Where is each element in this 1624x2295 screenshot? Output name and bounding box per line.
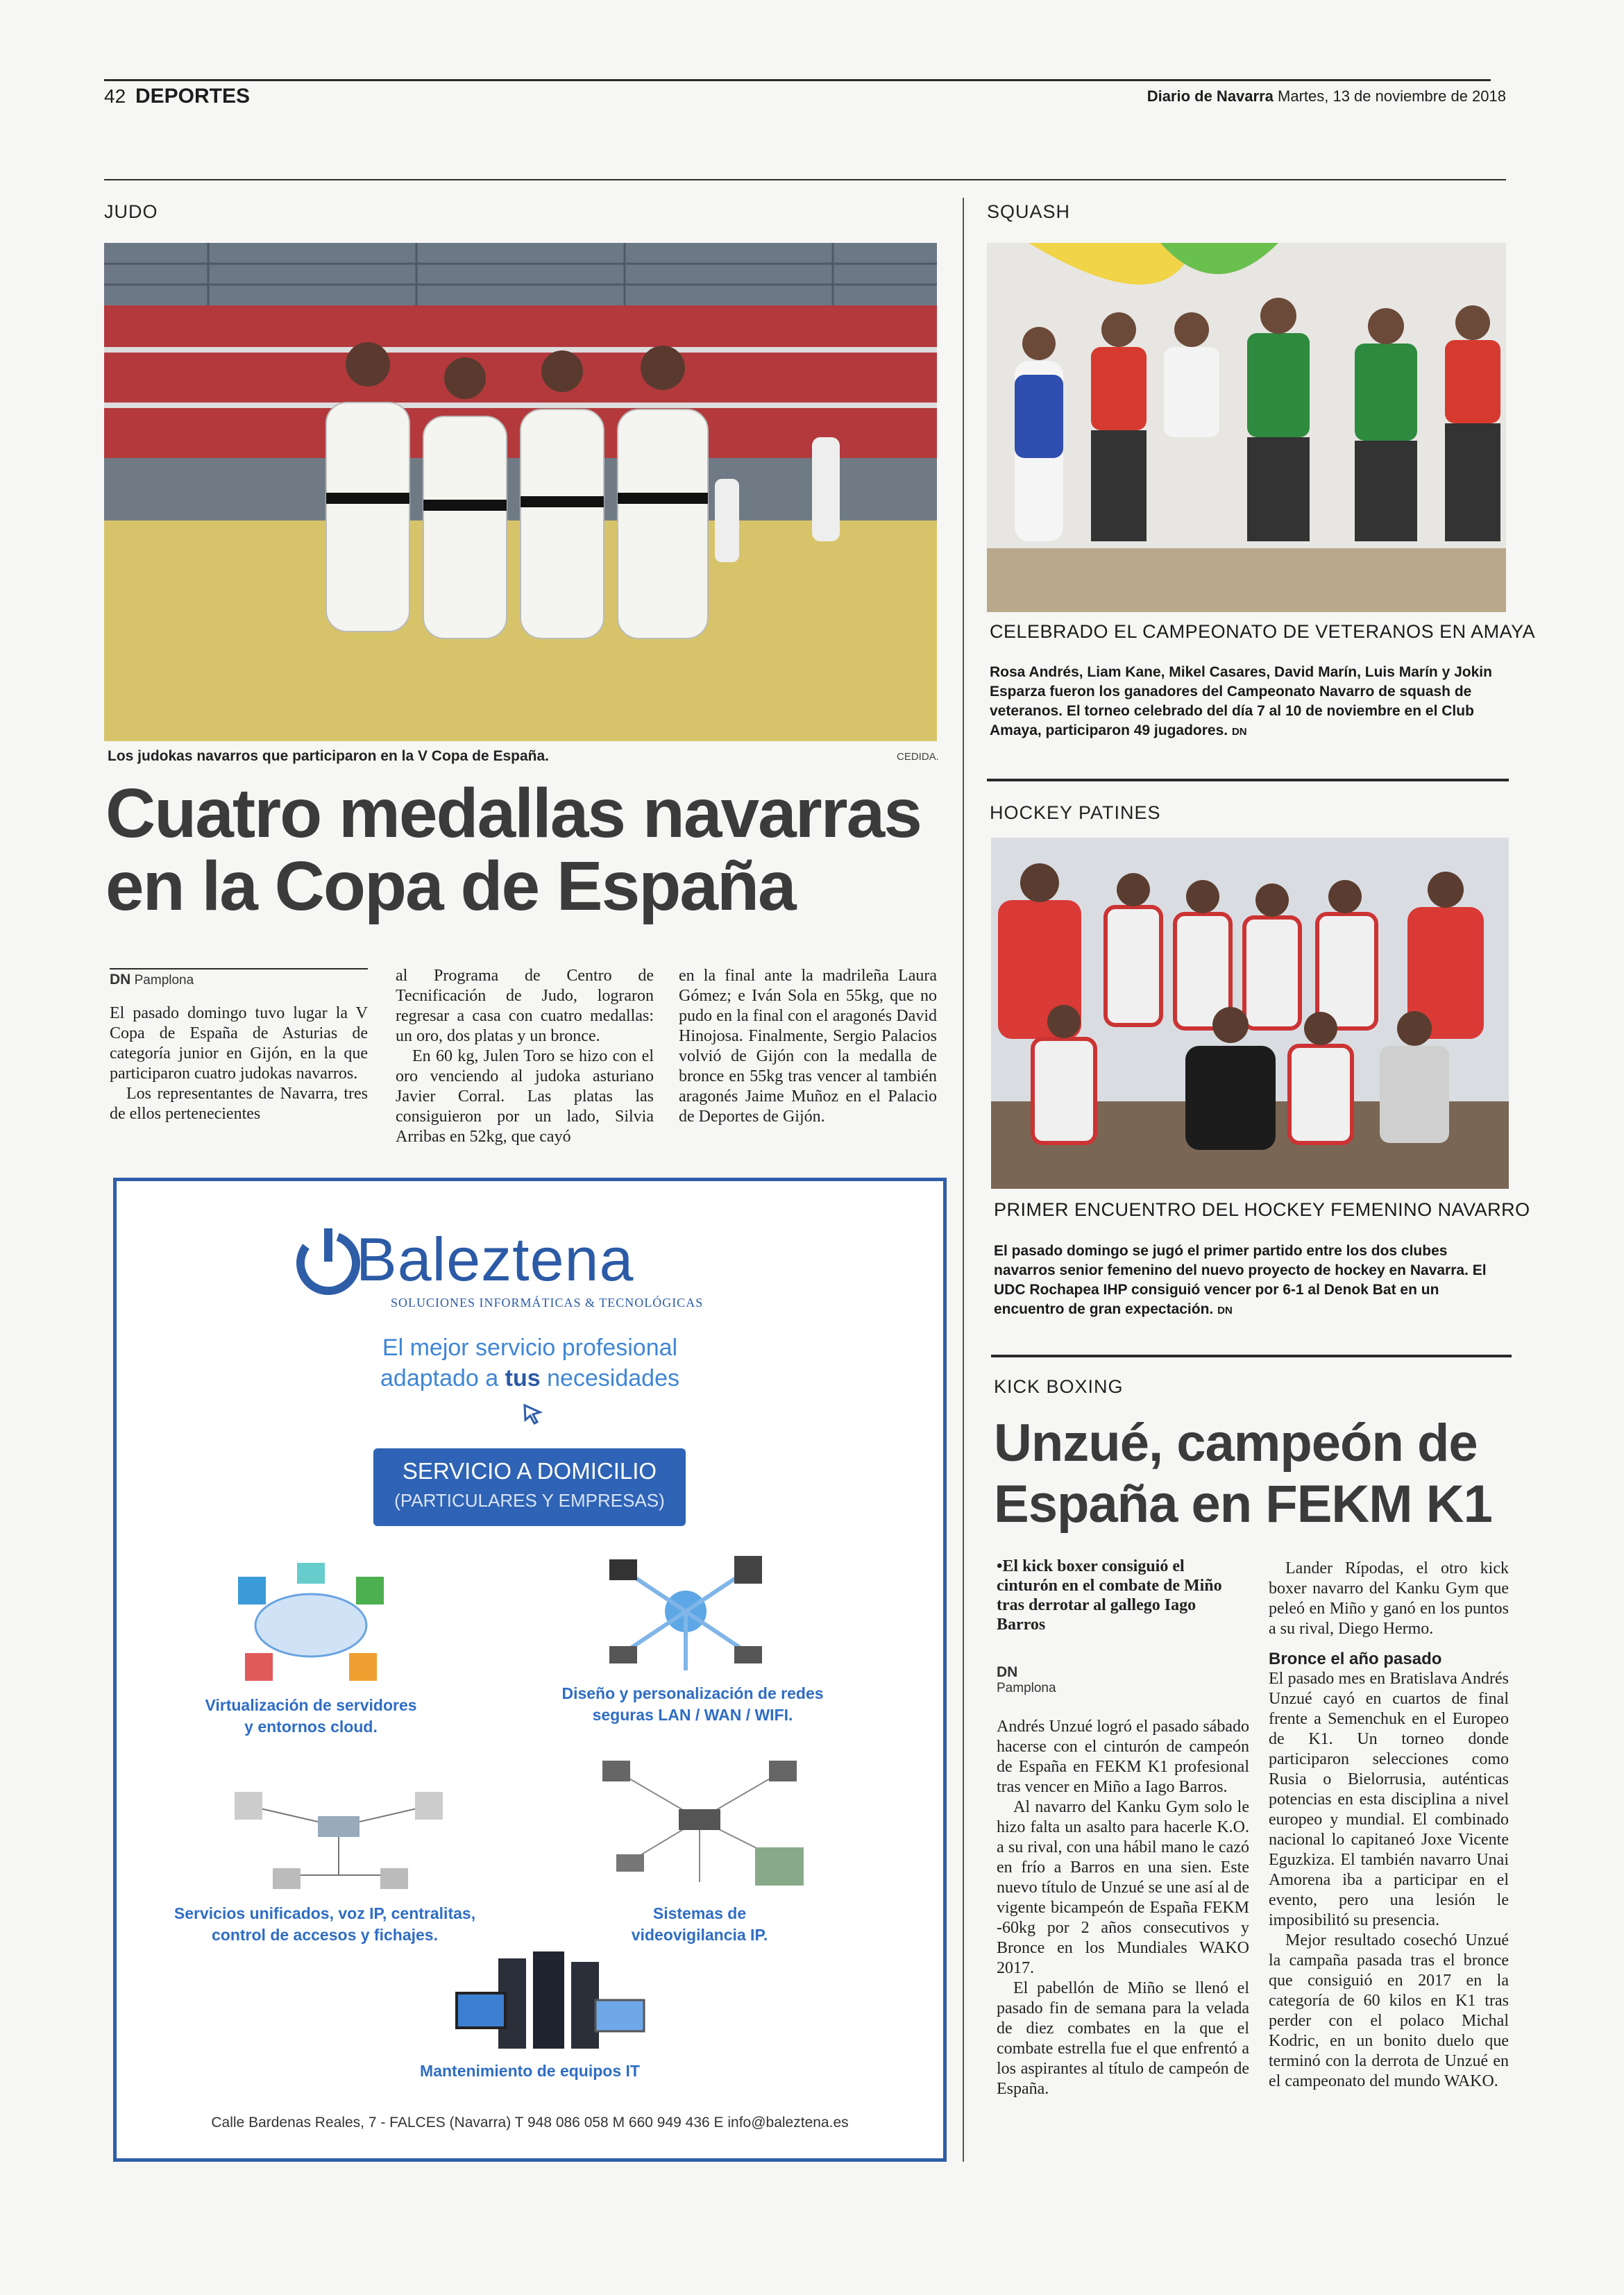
service-line: Mantenimiento de equipos IT xyxy=(420,2062,640,2080)
cloud-servers-icon xyxy=(231,1556,391,1695)
judo-paragraph: El pasado domingo tuvo lugar la V Copa de España de Asturias de categoría junior en Gijón, en la que participaron cuatro judokas navarros. xyxy=(110,1004,368,1083)
judo-byline-place: Pamplona xyxy=(134,973,194,988)
kickboxing-paragraph: Andrés Unzué logró el pasado sábado hacerse con el cinturón de campeón de España en FEKM K1 profesional tras vencer en Miño a Iago Barros. xyxy=(997,1718,1249,1796)
service-line: Virtualización de servidores xyxy=(205,1696,417,1714)
ad-contact-line: Calle Bardenas Reales, 7 - FALCES (Navarra) T 948 086 058 M 660 949 436 E info@baleztena.es xyxy=(211,2115,849,2131)
kickboxing-intro-paragraph: Lander Rípodas, el otro kick boxer navarro del Kanku Gym que peleó en Miño y ganó en los puntos a su rival, Diego Hermo. xyxy=(1269,1559,1509,1638)
page-header-right xyxy=(1147,87,1506,105)
judo-headline-line1: Cuatro medallas navarras xyxy=(105,774,921,852)
squash-photo xyxy=(987,243,1506,612)
judo-photo-caption: Los judokas navarros que participaron en la V Copa de España. xyxy=(108,748,550,764)
squash-blurb xyxy=(990,663,1503,742)
judo-photo-credit: CEDIDA. xyxy=(897,751,939,763)
judo-headline xyxy=(105,774,921,925)
hockey-blurb-text: El pasado domingo se jugó el primer partido entre los dos clubes navarros senior femenino del nuevo proyecto de hockey en Navarra. El UDC Rochapea IHP consiguió vencer por 6-1 al Denok Bat en un encuentro de gran expectación. xyxy=(994,1243,1487,1317)
kickboxing-byline-agency: DN xyxy=(997,1664,1018,1680)
kickboxing-paragraph: El pasado mes en Bratislava Andrés Unzué cayó en cuartos de final frente a Semenchuk en el Europeo de K1. Un torneo donde participaron selecciones como Rusia o Bielorrusia, auténticas potencias en esta disciplina a nivel europeo y mundial. El combinado nacional lo capitaneó Joxe Vicente Eguzkiza. El también navarro Unai Amorena iba a participar en el evento, pero una lesión le imposibilitó su presencia. xyxy=(1269,1670,1509,1929)
service-line: Diseño y personalización de redes xyxy=(561,1684,824,1702)
judo-paragraph: Los representantes de Navarra, tres de ellos pertenecientes xyxy=(110,1085,368,1123)
section-label-kickboxing: KICK BOXING xyxy=(994,1376,1124,1397)
power-logo-icon xyxy=(290,1223,366,1299)
service-line: control de accesos y fichajes. xyxy=(212,1926,438,1944)
service-line: y entornos cloud. xyxy=(244,1718,378,1736)
judo-column-1 xyxy=(110,1003,368,1124)
cursor-click-icon xyxy=(519,1400,547,1428)
section-rule xyxy=(104,179,1506,180)
home-service-subtitle: (PARTICULARES Y EMPRESAS) xyxy=(394,1490,665,1511)
kickboxing-byline xyxy=(997,1664,1056,1696)
hockey-blurb-tag: DN xyxy=(1217,1305,1233,1316)
service-line: Sistemas de xyxy=(652,1904,747,1922)
hockey-photo xyxy=(991,838,1509,1189)
judo-photo xyxy=(104,243,937,741)
squash-end-rule xyxy=(987,779,1509,781)
network-devices-icon xyxy=(602,1542,769,1681)
squash-blurb-text: Rosa Andrés, Liam Kane, Mikel Casares, David Marín, Luis Marín y Jokin Esparza fueron los ganadores del Campeonato Navarro de squash de veteranos. El torneo celebrado del día 7 al 10 de noviembre en el Club Amaya, participaron 49 jugadores. xyxy=(990,664,1492,738)
service-cctv-label xyxy=(595,1903,804,1946)
voip-network-icon xyxy=(221,1764,457,1903)
service-line: videovigilancia IP. xyxy=(631,1926,768,1944)
squash-kicker: CELEBRADO EL CAMPEONATO DE VETERANOS EN AMAYA xyxy=(990,621,1536,642)
kickboxing-headline xyxy=(994,1413,1492,1535)
hockey-kicker: PRIMER ENCUENTRO DEL HOCKEY FEMENINO NAVARRO xyxy=(994,1199,1530,1220)
judo-column-2 xyxy=(396,966,654,1147)
judo-paragraph: en la final ante la madrileña Laura Gómez; e Iván Sola en 55kg, que no pudo en la final con el aragonés David Hinojosa. Finalmente, Sergio Palacios volvió de Gijón con la medalla de bronce en 55kg tras vencer al también aragonés Jaime Muñoz en el Palacio de Deportes de Gijón. xyxy=(679,967,937,1126)
ad-slogan-bold: tus xyxy=(505,1365,541,1391)
judo-byline-agency: DN xyxy=(110,972,131,988)
service-virtualization-label xyxy=(186,1695,436,1738)
ad-slogan xyxy=(117,1332,943,1394)
ad-slogan-post: necesidades xyxy=(540,1365,679,1391)
column-divider xyxy=(963,198,964,2162)
home-service-title: SERVICIO A DOMICILIO xyxy=(402,1458,657,1484)
issue-date: Martes, 13 de noviembre de 2018 xyxy=(1278,87,1506,105)
judo-headline-line2: en la Copa de España xyxy=(105,847,795,925)
section-label-hockey: HOCKEY PATINES xyxy=(990,802,1161,823)
brand-name: Baleztena xyxy=(356,1225,634,1294)
kickboxing-paragraph: Mejor resultado cosechó Unzué la campaña pasada tras el bronce que consiguió en 2017 en la categoría de 60 kilos en K1 tras perder con el polaco Michal Kodric, en un bonito duelo que terminó con la derrota de Unzué en el campeonato del mundo WAKO. xyxy=(1269,1931,1509,2090)
ad-slogan-pre: adaptado a xyxy=(380,1365,505,1391)
kickboxing-deck-text: El kick boxer consiguió el cinturón en el combate de Miño tras derrotar al gallego Iago Barros xyxy=(997,1557,1222,1634)
bullet-dot-icon: • xyxy=(997,1557,1003,1575)
kickboxing-headline-line2: España en FEKM K1 xyxy=(994,1475,1492,1534)
kickboxing-deck xyxy=(997,1557,1233,1634)
hockey-blurb xyxy=(994,1242,1507,1321)
home-service-banner xyxy=(373,1448,686,1526)
section-name: DEPORTES xyxy=(135,85,250,108)
judo-column-3 xyxy=(679,966,937,1127)
ad-slogan-line1: El mejor servicio profesional xyxy=(382,1335,678,1361)
kickboxing-column-2 xyxy=(1269,1559,1509,2092)
brand-tagline: SOLUCIONES INFORMÁTICAS & TECNOLÓGICAS xyxy=(391,1296,704,1310)
kickboxing-column-1 xyxy=(997,1717,1249,2099)
judo-byline xyxy=(110,972,194,988)
kickboxing-headline-line1: Unzué, campeón de xyxy=(994,1414,1478,1473)
service-maintenance-label xyxy=(117,2060,943,2082)
hockey-end-rule xyxy=(991,1355,1512,1357)
kickboxing-subhead: Bronce el año pasado xyxy=(1269,1650,1442,1668)
service-voip-label xyxy=(165,1903,484,1946)
service-networks-label xyxy=(540,1683,845,1726)
section-label-judo: JUDO xyxy=(104,201,158,222)
it-equipment-icon xyxy=(443,1951,651,2056)
page-number: 42 xyxy=(104,85,126,107)
header-top-rule xyxy=(104,79,1491,81)
newspaper-name: Diario de Navarra xyxy=(1147,87,1274,105)
squash-blurb-tag: DN xyxy=(1231,726,1247,738)
judo-paragraph: En 60 kg, Julen Toro se hizo con el oro venciendo al judoka asturiano Javier Corral. Las platas las consiguieron por un lado, Silvia Arribas en 52kg, que cayó xyxy=(396,1047,654,1146)
kickboxing-paragraph: Al navarro del Kanku Gym solo le hizo falta un asalto para hacerle K.O. a su rival, con una hábil mano le cazó en frío a Barros en una sien. Este nuevo título de Unzué se une así al de vigente bicampeón de España FEKM -60kg por 2 años consecutivos y Bronce en los Mundiales WAKO 2017. xyxy=(997,1798,1249,1977)
baleztena-advertisement xyxy=(113,1178,947,2162)
kickboxing-byline-place: Pamplona xyxy=(997,1681,1056,1695)
judo-paragraph: al Programa de Centro de Tecnificación de Judo, lograron regresar a casa con cuatro medallas: un oro, dos platas y un bronce. xyxy=(396,967,654,1045)
judo-byline-rule xyxy=(110,968,368,969)
service-line: Servicios unificados, voz IP, centralitas, xyxy=(174,1904,476,1922)
ad-slogan-line2 xyxy=(117,1363,943,1394)
service-line: seguras LAN / WAN / WIFI. xyxy=(592,1706,793,1724)
kickboxing-paragraph: El pabellón de Miño se llenó el pasado fin de semana para la velada de diez combates en la que el combate estrella fue el que enfrentó a los aspirantes al título de campeón de España. xyxy=(997,1979,1249,2098)
cctv-network-icon xyxy=(589,1743,811,1903)
section-label-squash: SQUASH xyxy=(987,201,1071,222)
page-header-left xyxy=(104,85,250,108)
